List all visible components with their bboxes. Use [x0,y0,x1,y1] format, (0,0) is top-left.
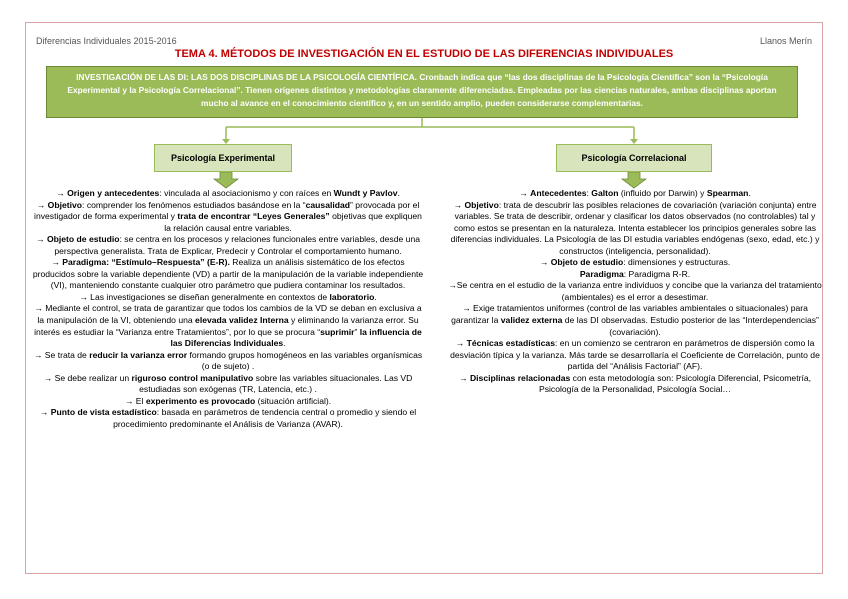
exp-laboratory: → Las investigaciones se diseñan generalmente en contextos de laboratorio. [79,291,377,302]
exp-paradigm: → Paradigma: “Estímulo–Respuesta” (E-R). Realiza un análisis sistemático de los efectos producidos sobre la variable dependiente (VD) a partir de la manipulación de la variable independiente (VI), manteniendo constante cualquier otro parámetro que pudiera contaminar los resultados. [32,257,424,291]
intro-box: INVESTIGACIÓN DE LAS DI: LAS DOS DISCIPLINAS DE LA PSICOLOGÍA CIENTÍFICA. Cronbach indica que “las dos disciplinas de la Psicología Científica” son la “Psicología Experimental y la Psicología Correlacional”. Tienen orígenes distintos y metodologías claramente diferenciadas. Empleadas por las ciencias naturales, ambas disciplinas aportan mucho al avance en el conocimiento científico y, en un sentido amplio, pueden considerarse complementarias. [46,66,798,118]
exp-error-variance: → Se trata de reducir la varianza error formando grupos homogéneos en las variables organísmicas (o de sujeto) . [33,349,423,372]
cor-paradigm: Paradigma: Paradigma R-R. [579,268,691,279]
cor-object-of-study: → Objeto de estudio: dimensiones y estructuras. [539,257,731,268]
exp-origin: → Origen y antecedentes: vinculada al asociacionismo y con raíces en Wundt y Pavlov. [56,188,400,198]
experimental-heading: Psicología Experimental [154,144,292,172]
right-down-arrow-icon [622,172,646,188]
course-header: Diferencias Individuales 2015-2016 [36,36,177,46]
exp-object-of-study: → Objeto de estudio: se centra en los procesos y relaciones funcionales entre variables, desde una perspectiva generalista. Trata de Explicar, Predecir y Controlar el comportamiento humano. [35,234,421,256]
page-title: TEMA 4. MÉTODOS DE INVESTIGACIÓN EN EL ESTUDIO DE LAS DIFERENCIAS INDIVIDUALES [174,48,674,60]
left-down-arrow-icon [214,172,238,188]
exp-statistics: → Punto de vista estadístico: basada en parámetros de tendencia central o promedio y siendo el procedimiento predominante el Análisis de Varianza (AVAR). [39,407,417,429]
exp-objective: → Objetivo: comprender los fenómenos estudiados basándose en la “causalidad” provocada por el investigador de forma experimental y trata de encontrar “Leyes Generales” objetivas que expliquen la relación causal entre variables. [34,199,422,233]
cor-variance: →Se centra en el estudio de la varianza entre individuos y concibe que la varianza del tratamiento (ambientales) es el error a desestimar. [448,280,822,302]
connector-lines [0,0,848,200]
experimental-column [30,188,426,430]
author-header: Llanos Merín [759,36,812,46]
exp-provoked: → El experimento es provocado (situación artificial). [124,395,332,406]
correlational-column [444,188,826,396]
exp-control: → Mediante el control, se trata de garantizar que todos los cambios de la VD se deban en exclusiva a la manipulación de la VI, obteniendo una elevada validez Interna y eliminando la varianza error. Su interés es estudiar la “Varianza entre Tratamientos”, por lo que se procura “suprimir” la influencia de las Diferencias Individuales. [34,303,422,349]
cor-antecedents: → Antecedentes: Galton (influido por Darwin) y Spearman. [519,188,751,198]
cor-related-disciplines: → Disciplinas relacionadas con esta metodología son: Psicología Diferencial, Psicometría, Psicología de la Personalidad, Psicología Social… [458,372,812,395]
cor-objective: → Objetivo: trata de descubrir las posibles relaciones de covariación (variación conjunta) entre variables. Se trata de describir, ordenar y clasificar los datos observados (no controlables) tal y como estos se presentan en la naturaleza. Intenta establecer los principios generales sobre las diferencias individuales. La Psicología de las DI estudia variables endógenas (sexo, edad, etc.) y constructos (inteligencia, personalidad). [450,199,820,256]
correlational-heading: Psicología Correlacional [556,144,712,172]
cor-uniform-treatments: → Exige tratamientos uniformes (control de las variables ambientales o situacionales) para garantizar la validez externa de las DI observadas. Estudio posterior de las “Interdependencias” (covariación). [451,303,819,337]
exp-manipulative-control: → Se debe realizar un riguroso control manipulativo sobre las variables situacionales. Las VD estudiadas son exógenas (TR, Latencia, etc.) . [43,372,413,395]
cor-statistics: → Técnicas estadísticas: en un comienzo se centraron en parámetros de dispersión como la desviación típica y la varianza. Más tarde se desarrollaría el Coeficiente de Correlación, punto de partida del “Análisis Factorial” (AF). [450,338,820,372]
